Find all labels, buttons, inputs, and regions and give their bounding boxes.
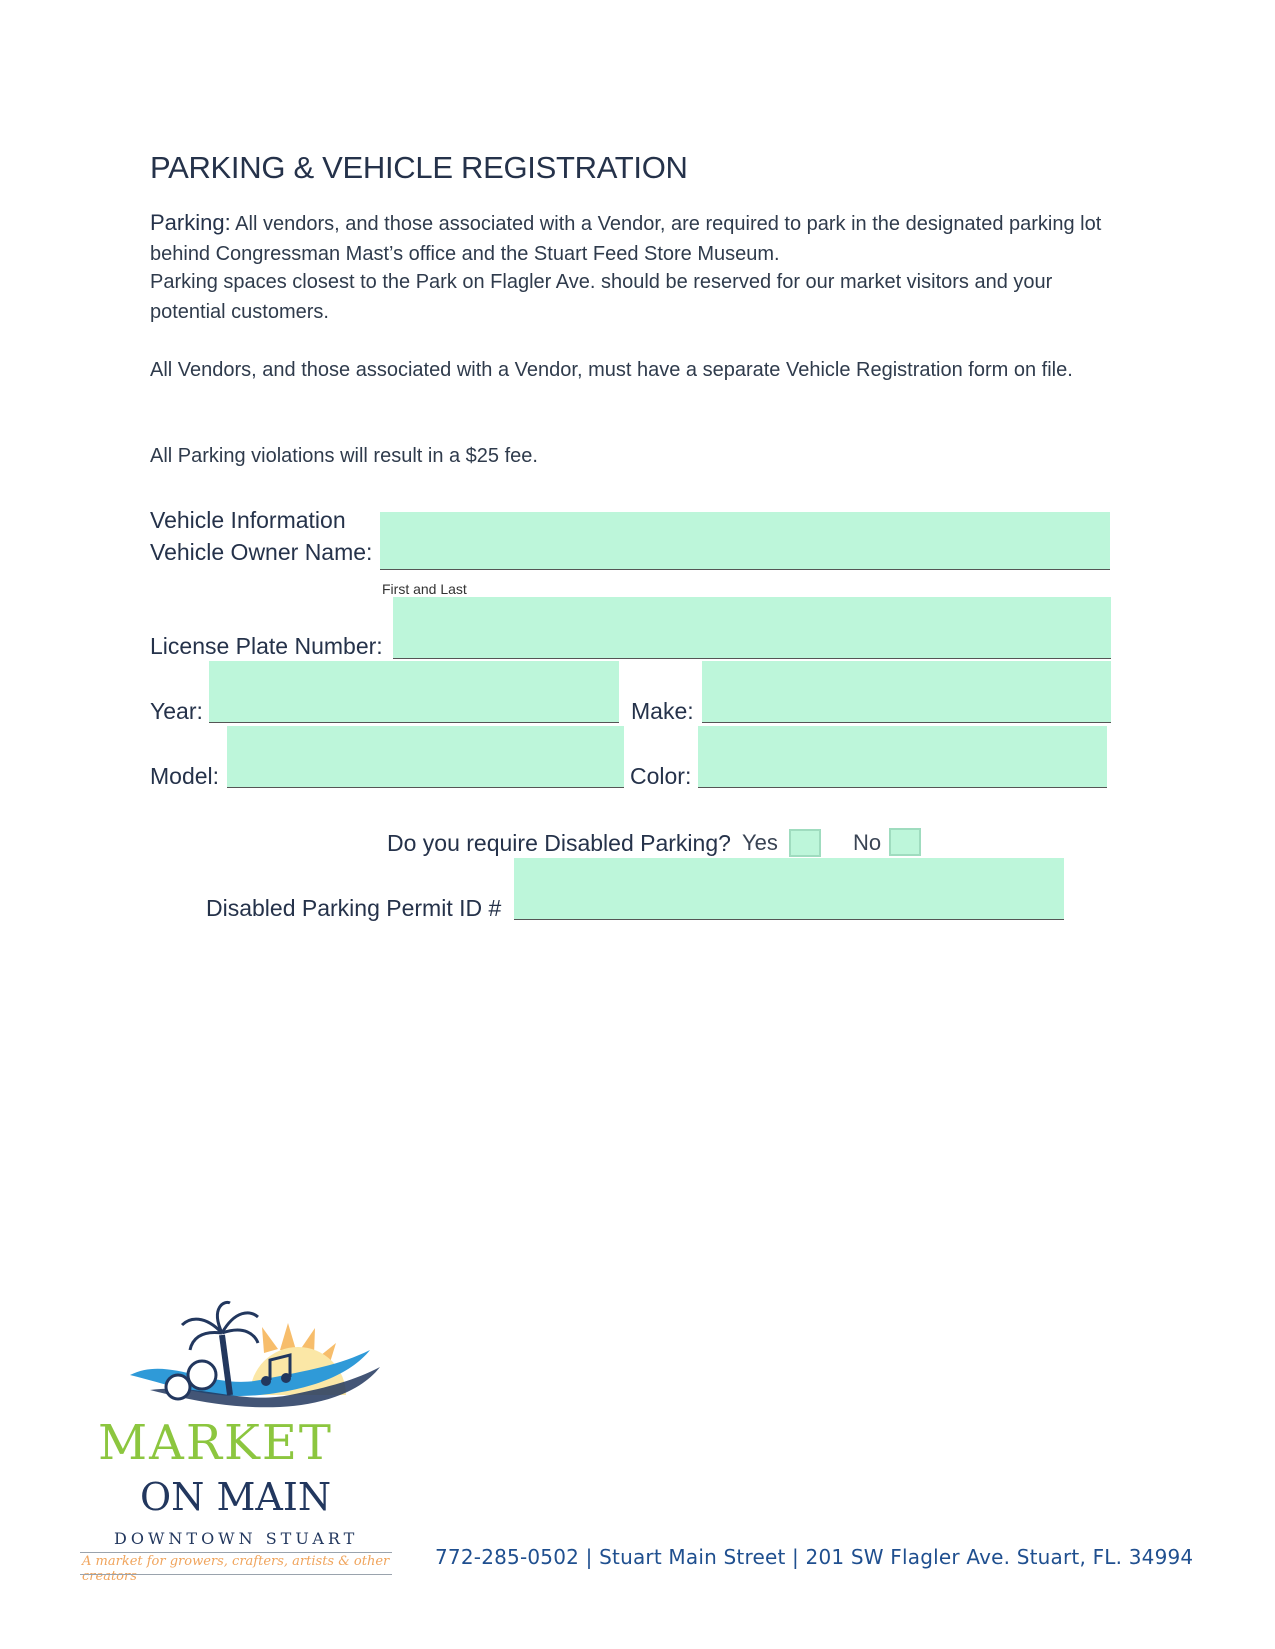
logo-divider-bottom <box>80 1574 392 1575</box>
permit-field[interactable] <box>514 858 1064 920</box>
page-title: PARKING & VEHICLE REGISTRATION <box>150 150 688 185</box>
make-input[interactable] <box>702 661 1111 722</box>
disabled-question: Do you require Disabled Parking? <box>387 830 731 856</box>
make-label: Make: <box>631 698 694 724</box>
section-label: Vehicle Information <box>150 507 346 533</box>
permit-label: Disabled Parking Permit ID # <box>206 895 502 921</box>
no-label: No <box>853 830 882 855</box>
logo-tagline: A market for growers, crafters, artists & other creators <box>82 1554 390 1584</box>
year-label: Year: <box>150 698 203 724</box>
parking-lead: Parking: <box>150 210 231 235</box>
plate-input[interactable] <box>393 597 1111 658</box>
parking-text-2: Parking spaces closest to the Park on Flagler Ave. should be reserved for our market visitors and your potential customers. <box>150 271 1053 323</box>
yes-label: Yes <box>742 830 778 855</box>
footer-contact: 772-285-0502 | Stuart Main Street | 201 SW Flagler Ave. Stuart, FL. 34994 <box>435 1545 1194 1569</box>
logo-word-on-main: ON MAIN <box>140 1475 332 1519</box>
parking-text: All vendors, and those associated with a Vendor, are required to park in the designated parking lot behind Congressman Mast’s office and the Stuart Feed Store Museum. <box>150 213 1102 265</box>
year-field[interactable] <box>209 661 619 723</box>
yes-checkbox[interactable] <box>789 829 821 857</box>
plate-label: License Plate Number: <box>150 633 383 659</box>
logo-word-downtown: DOWNTOWN STUART <box>114 1529 359 1548</box>
registration-text: All Vendors, and those associated with a Vendor, must have a separate Vehicle Registration form on file. <box>150 359 1073 381</box>
owner-input[interactable] <box>380 512 1110 569</box>
parking-paragraph <box>150 208 1130 269</box>
color-input[interactable] <box>698 726 1107 787</box>
plate-field[interactable] <box>393 597 1111 659</box>
color-field[interactable] <box>698 726 1107 788</box>
no-checkbox[interactable] <box>889 828 921 856</box>
owner-label: Vehicle Owner Name: <box>150 539 373 565</box>
logo-divider-top <box>80 1552 392 1553</box>
owner-hint: First and Last <box>382 581 467 597</box>
model-input[interactable] <box>227 726 624 787</box>
market-logo <box>80 1295 400 1584</box>
owner-field[interactable] <box>380 512 1110 570</box>
model-label: Model: <box>150 763 220 789</box>
color-label: Color: <box>630 763 692 789</box>
make-field[interactable] <box>702 661 1111 723</box>
model-field[interactable] <box>227 726 624 788</box>
year-input[interactable] <box>209 661 619 722</box>
logo-word-market: MARKET <box>98 1415 333 1471</box>
logo-emblem-icon <box>110 1295 410 1415</box>
permit-input[interactable] <box>514 858 1064 919</box>
violations-text: All Parking violations will result in a $25 fee. <box>150 445 538 467</box>
